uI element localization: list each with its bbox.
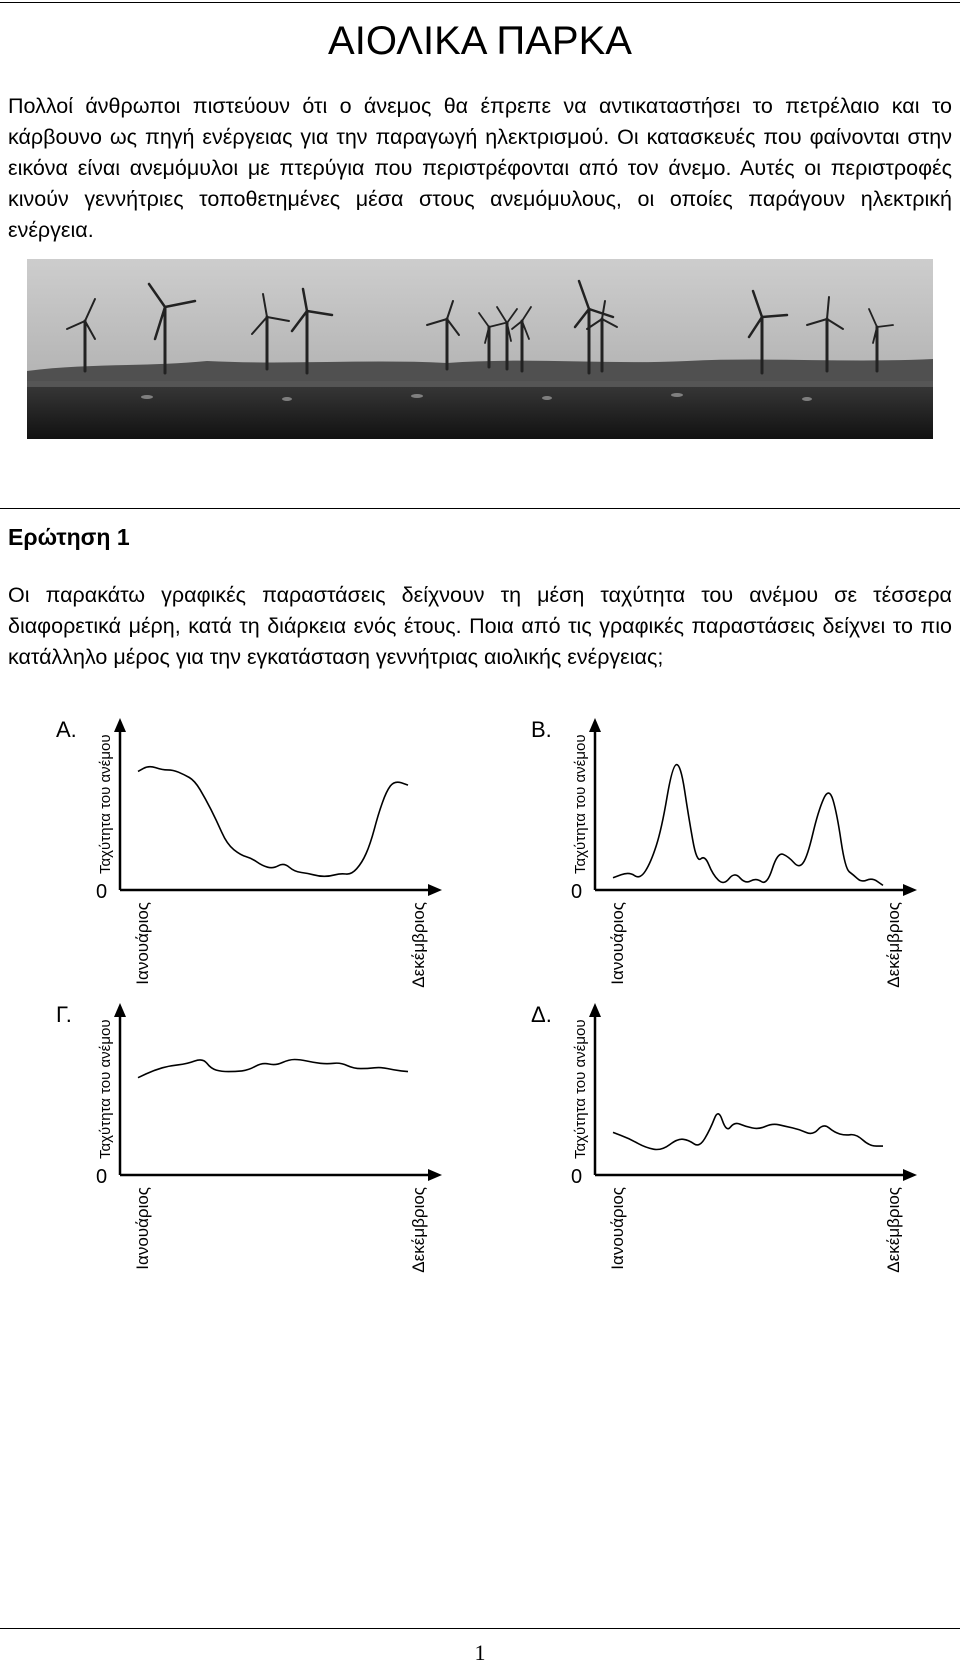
x-end-label: Δεκέμβριος	[409, 1187, 428, 1273]
graph-label: Γ.	[56, 1002, 72, 1027]
section-rule	[0, 508, 960, 509]
graph-label: Β.	[531, 717, 552, 742]
axes	[120, 1015, 430, 1175]
axes	[595, 730, 905, 890]
x-axis-arrow	[428, 1169, 442, 1181]
graph-label: Α.	[56, 717, 77, 742]
x-axis-arrow	[903, 1169, 917, 1181]
origin-label: 0	[96, 1166, 108, 1188]
x-end-label: Δεκέμβριος	[884, 902, 903, 988]
page-title: ΑΙΟΛΙΚΑ ΠΑΡΚΑ	[328, 19, 632, 63]
graph-a	[40, 715, 450, 988]
top-rule	[0, 2, 960, 3]
y-axis-arrow	[589, 718, 601, 732]
axes	[120, 730, 430, 890]
wind-speed-line	[613, 1114, 883, 1150]
y-axis-arrow	[114, 1003, 126, 1017]
y-axis-arrow	[589, 1003, 601, 1017]
x-axis-arrow	[428, 884, 442, 896]
y-axis-arrow	[114, 718, 126, 732]
graph-b	[515, 715, 925, 988]
origin-label: 0	[96, 881, 108, 903]
graph-d	[515, 1000, 925, 1273]
page-number: 1	[474, 1640, 486, 1665]
footer-rule	[0, 1628, 960, 1629]
question-heading: Ερώτηση 1	[8, 524, 130, 550]
wind-speed-line	[138, 1060, 408, 1078]
x-start-label: Ιανουάριος	[133, 1187, 152, 1270]
x-start-label: Ιανουάριος	[133, 902, 152, 985]
wind-speed-line	[138, 767, 408, 877]
y-axis-label: Ταχύτητα του ανέμου	[572, 734, 589, 874]
axes	[595, 1015, 905, 1175]
intro-paragraph: Πολλοί άνθρωποι πιστεύουν ότι ο άνεμος θα έπρεπε να αντικαταστήσει το πετρέλαιο και το κάρβουνο ως πηγή ενέργειας για την παραγωγή ηλεκτρισμού. Οι κατασκευές που φαίνονται στην εικόνα είναι ανεμόμυλοι με πτερύγια που περιστρέφονται από τον άνεμο. Αυτές οι περιστροφές κινούν γεννήτριες τοποθετημένες μέσα στους ανεμόμυλους, οι οποίες παράγουν ηλεκτρική ενέργεια.	[8, 94, 952, 242]
x-start-label: Ιανουάριος	[608, 1187, 627, 1270]
wind-farm-photo	[27, 259, 933, 439]
y-axis-label: Ταχύτητα του ανέμου	[97, 1019, 114, 1159]
x-start-label: Ιανουάριος	[608, 902, 627, 985]
origin-label: 0	[571, 881, 583, 903]
x-end-label: Δεκέμβριος	[409, 902, 428, 988]
wind-speed-line	[613, 765, 883, 886]
y-axis-label: Ταχύτητα του ανέμου	[97, 734, 114, 874]
graph-label: Δ.	[531, 1002, 552, 1027]
graph-g	[40, 1000, 450, 1273]
x-axis-arrow	[903, 884, 917, 896]
question-text: Οι παρακάτω γραφικές παραστάσεις δείχνουν τη μέση ταχύτητα του ανέμου σε τέσσερα διαφορετικά μέρη, κατά τη διάρκεια ενός έτους. Ποια από τις γραφικές παραστάσεις δείχνει το πιο κατάλληλο μέρος για την εγκατάσταση γεννήτριας αιολικής ενέργειας;	[8, 583, 952, 669]
origin-label: 0	[571, 1166, 583, 1188]
x-end-label: Δεκέμβριος	[884, 1187, 903, 1273]
y-axis-label: Ταχύτητα του ανέμου	[572, 1019, 589, 1159]
